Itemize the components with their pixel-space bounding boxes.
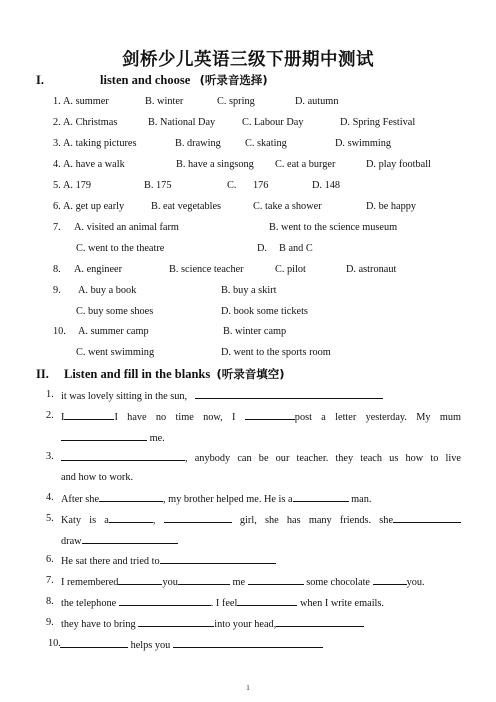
question-number: 3. <box>53 138 61 149</box>
option-d: D. swimming <box>335 138 392 149</box>
section-1-number: I. <box>36 73 44 87</box>
blank-text: , my brother helped me. He is a <box>163 494 293 505</box>
blank-text: some chocolate <box>306 577 371 588</box>
page-title: 剑桥少儿英语三级下册期中测试 <box>122 50 374 70</box>
question-number: 1. <box>53 96 61 107</box>
option-a: A. 179 <box>63 180 92 191</box>
option-a: A. have a walk <box>63 159 125 170</box>
option-d: D. astronaut <box>346 264 397 275</box>
answer-blank[interactable] <box>109 512 153 523</box>
blank-text: After she <box>61 494 100 505</box>
option-a: A. summer camp <box>78 326 149 337</box>
answer-blank[interactable] <box>160 553 276 564</box>
blank-text: draw <box>61 536 82 547</box>
answer-blank[interactable] <box>61 430 147 441</box>
answer-blank[interactable] <box>118 574 162 585</box>
blank-text: Katy is a <box>61 515 109 526</box>
blank-text: you. <box>406 577 425 588</box>
page-number: 1 <box>246 684 250 692</box>
question-number: 8. <box>53 264 61 275</box>
option-b: B. drawing <box>175 138 221 149</box>
blank-text: girl, she has many friends. she <box>239 515 394 526</box>
option-d: D. went to the sports room <box>221 347 331 358</box>
option-d-value: B and C <box>279 243 313 254</box>
question-number: 5. <box>53 180 61 191</box>
answer-blank[interactable] <box>178 574 230 585</box>
answer-blank[interactable] <box>64 409 114 420</box>
option-d: D. autumn <box>295 96 339 107</box>
section-2-title: Listen and fill in the blanks <box>64 367 211 381</box>
answer-blank[interactable] <box>173 637 323 648</box>
option-d: D. book some tickets <box>221 306 308 317</box>
section-2-heading <box>36 366 285 382</box>
answer-blank[interactable] <box>195 388 383 399</box>
option-c: C. eat a burger <box>275 159 336 170</box>
section-2-cn: (听录音填空) <box>216 367 285 381</box>
answer-blank[interactable] <box>138 616 214 627</box>
question-number: 9. <box>53 285 61 296</box>
answer-blank[interactable] <box>293 491 349 502</box>
option-c: C. went to the theatre <box>76 243 165 254</box>
blank-text: me <box>232 577 246 588</box>
option-c: C. went swimming <box>76 347 155 358</box>
blank-text: , anybody can be our teacher. they teach us how to live <box>185 453 461 464</box>
option-c: C. <box>227 180 237 191</box>
blank-text: the telephone <box>61 598 117 609</box>
option-a: A. Christmas <box>63 117 118 128</box>
option-b: B. have a singsong <box>176 159 254 170</box>
option-a: A. taking pictures <box>63 138 137 149</box>
blank-text: . I feel <box>210 598 238 609</box>
section-2-number: II. <box>36 367 49 381</box>
answer-blank[interactable] <box>99 491 163 502</box>
question-number: 4. <box>53 159 61 170</box>
answer-blank[interactable] <box>82 533 178 544</box>
answer-blank[interactable] <box>237 595 297 606</box>
question-number: 2. <box>53 117 61 128</box>
blank-text: post a letter yesterday. My mum <box>294 412 462 423</box>
option-d: D. be happy <box>366 201 417 212</box>
option-b: B. winter camp <box>223 326 287 337</box>
answer-blank[interactable] <box>276 616 364 627</box>
option-b: B. buy a skirt <box>221 285 277 296</box>
blank-text: I have no time now, I <box>114 412 236 423</box>
section-1-cn: (听录音选择) <box>199 73 268 87</box>
answer-blank[interactable] <box>373 574 407 585</box>
option-b: B. 175 <box>144 180 172 191</box>
blank-text: I remembered <box>61 577 119 588</box>
question-number: 6. <box>53 201 61 212</box>
option-c: C. buy some shoes <box>76 306 154 317</box>
blank-text: He sat there and tried to <box>61 556 160 567</box>
option-b: B. National Day <box>148 117 216 128</box>
option-a: A. summer <box>63 96 109 107</box>
question-number: 7. <box>53 222 61 233</box>
answer-blank[interactable] <box>248 574 304 585</box>
blank-text: into your head, <box>214 619 277 630</box>
option-d: D. <box>257 243 268 254</box>
option-a: A. buy a book <box>78 285 137 296</box>
option-b: B. eat vegetables <box>151 201 222 212</box>
option-b: B. science teacher <box>169 264 244 275</box>
blank-text: they have to bring <box>61 619 136 630</box>
blank-text: me. <box>149 433 165 444</box>
option-b: B. went to the science museum <box>269 222 398 233</box>
blank-text: helps you <box>130 640 171 651</box>
option-c: C. Labour Day <box>242 117 304 128</box>
option-c: C. skating <box>245 138 287 149</box>
answer-blank[interactable] <box>393 512 461 523</box>
answer-blank[interactable] <box>61 450 185 461</box>
option-b: B. winter <box>145 96 184 107</box>
blank-text: , <box>152 515 156 526</box>
option-d: D. play football <box>366 159 431 170</box>
blank-text: you <box>162 577 178 588</box>
blank-text: I <box>61 412 65 423</box>
option-a: A. engineer <box>74 264 123 275</box>
option-c: C. pilot <box>275 264 306 275</box>
option-c: C. take a shower <box>253 201 322 212</box>
section-1-title: listen and choose <box>100 73 191 87</box>
option-a: A. visited an animal farm <box>74 222 179 233</box>
option-c: C. spring <box>217 96 255 107</box>
answer-blank[interactable] <box>164 512 232 523</box>
option-c-value: 176 <box>253 180 269 191</box>
question-number: 10. <box>53 326 66 337</box>
blank-text: man. <box>351 494 372 505</box>
blank-text: it was lovely sitting in the sun, <box>61 391 188 402</box>
section-1-heading <box>36 72 268 88</box>
option-d: D. Spring Festival <box>340 117 416 128</box>
answer-blank[interactable] <box>245 409 295 420</box>
answer-blank[interactable] <box>60 637 128 648</box>
option-a: A. get up early <box>63 201 125 212</box>
blank-text: when I write emails. <box>299 598 385 609</box>
answer-blank[interactable] <box>119 595 211 606</box>
option-d: D. 148 <box>312 180 341 191</box>
blank-text: and how to work. <box>61 472 134 483</box>
